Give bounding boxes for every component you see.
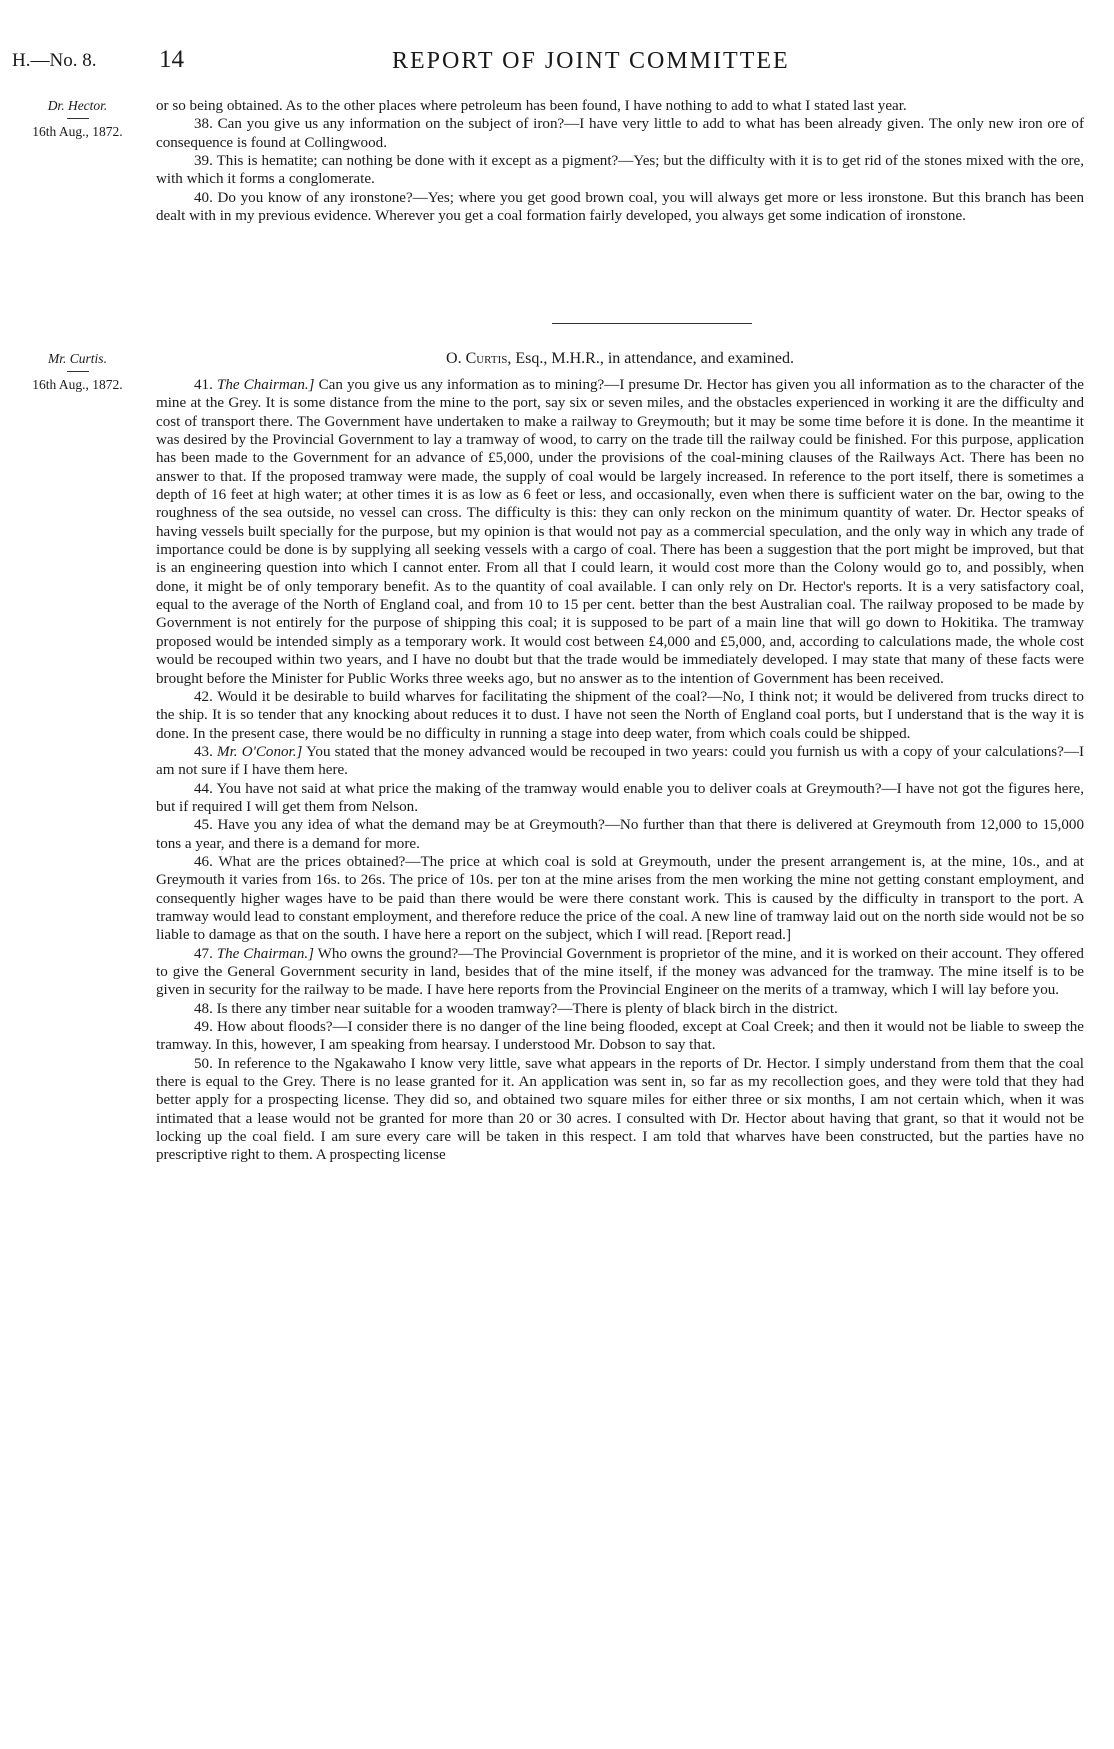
margin-witness-name: Mr. Curtis. [48, 351, 107, 366]
margin-witness-name: Dr. Hector. [47, 98, 108, 113]
page-header [12, 46, 1090, 82]
question-paragraph [156, 743, 1084, 780]
margin-note-curtis [10, 350, 145, 394]
question-paragraph [156, 853, 1084, 945]
speaker: Mr. O'Conor.] [217, 743, 303, 760]
answer-text: Have you any idea of what the demand may be at Greymouth?—No further than that there is delivered at Greymouth from 12,000 to 15,000 tons a year, and there is a demand for more. [156, 817, 1084, 852]
margin-rule [67, 118, 89, 119]
answer-text: Who owns the ground?—The Provincial Government is proprietor of the mine, and it is worked on their account. They offered to give the General Government security in land, besides that of the mine itself, if the money was advanced for the tramway. The mine itself is to be given in security for the railway to be made. I have here reports from the Provincial Engineer on the merits of a tramway, which I will lay before you. [156, 945, 1084, 999]
page-number: 14 [159, 46, 184, 73]
answer-text: You have not said at what price the making of the tramway would enable you to deliver coals at Greymouth?—I have not got the figures here, but if required I will get them from Nelson. [156, 780, 1084, 815]
speaker: The Chairman.] [216, 945, 315, 962]
question-paragraph [156, 688, 1084, 743]
answer-text: You stated that the money advanced would be recouped in two years: could you furnish us with a copy of your calculations?—I am not sure if I have them here. [156, 743, 1084, 779]
question-number: 43. [194, 743, 213, 760]
question-number: 47. [194, 945, 213, 962]
question-paragraph [156, 1055, 1084, 1165]
page-title: REPORT OF JOINT COMMITTEE [392, 48, 790, 74]
question-paragraph [156, 816, 1084, 853]
paragraph: 40. Do you know of any ironstone?—Yes; where you get good brown coal, you will always get more or less ironstone. But this branch has been dealt with in my previous evidence. Wherever you get a coal formation fairly developed, you always get some indication of ironstone. [156, 189, 1084, 225]
question-number: 41. [194, 377, 213, 393]
answer-text: In reference to the Ngakawaho I know very little, save what appears in the reports of Dr. Hector. I simply understand from them that the coal there is equal to the Grey. There is no lease granted for it. An application was sent in, so far as my recollection goes, and they were told that they had better apply for a prospecting license. They did so, and obtained two square miles for either three or six months, I am not certain which, when it was intimated that a lease would not be granted for more than 20 or 30 acres. I consulted with Dr. Hector about having that grant, so that it would not be locking up the coal field. I am sure every care will be taken in this respect. I am told that wharves have been constructed, but the parties have no prescriptive right to them. A prospecting license [156, 1055, 1085, 1164]
speaker: The Chairman.] [216, 377, 315, 393]
paragraph: 38. Can you give us any information on the subject of iron?—I have very little to add to what has been already given. The only new iron ore of consequence is found at Collingwood. [156, 116, 1084, 151]
question-number: 49. [194, 1019, 213, 1036]
witness-description: , Esq., M.H.R., in attendance, and examined. [507, 350, 794, 367]
question-paragraph [156, 1018, 1084, 1055]
margin-date: 16th Aug., 1872. [32, 124, 123, 139]
margin-date: 16th Aug., 1872. [32, 377, 123, 392]
answer-text: Would it be desirable to build wharves for facilitating the shipment of the coal?—No, I think not; it would be delivered from trucks direct to the ship. It is so tender that any knocking about reduces it to dust. I have not seen the North of England coal ports, but I understand that is the way it is done. In the present case, there would be no difficulty in running a stage into deep water, from which coals could be shipped. [156, 688, 1084, 742]
paragraph: or so being obtained. As to the other places where petroleum has been found, I have nothing to add to what I stated last year. [156, 98, 907, 114]
margin-note-hector [10, 97, 145, 141]
curtis-evidence [156, 376, 1084, 1165]
question-number: 46. [194, 853, 213, 870]
paragraph: 39. This is hematite; can nothing be done with it except as a pigment?—Yes; but the difficulty with it is to get rid of the stones mixed with the ore, with which it forms a conglomerate. [156, 153, 1084, 188]
margin-rule [67, 371, 89, 372]
question-number: 45. [194, 817, 213, 834]
question-number: 44. [194, 780, 213, 797]
question-paragraph [156, 945, 1084, 1000]
question-paragraph [156, 376, 1084, 688]
question-number: 48. [194, 1000, 213, 1017]
question-paragraph [156, 780, 1084, 817]
section-divider [552, 323, 752, 324]
question-paragraph [156, 1000, 1084, 1018]
answer-text: How about floods?—I consider there is no danger of the line being flooded, except at Coal Creek; and then it would not be liable to sweep the tramway. In this, however, I am speaking from hearsay. I understood Mr. Dobson to say that. [156, 1019, 1084, 1054]
answer-text: What are the prices obtained?—The price at which coal is sold at Greymouth, under the present arrangement is, at the mine, 10s., and at Greymouth it varies from 16s. to 26s. The price of 10s. per ton at the mine arises from the men working the mine not getting constant employment, and consequently higher wages have to be paid than there would be were there constant work. This is caused by the difficulty in transport to the port. A tramway would lead to constant employment, and therefore reduce the price of the coal. A new line of tramway laid out on the north side would not be so liable to damage as that on the south. I have here a report on the subject, which I will read. [Report read.] [156, 853, 1084, 944]
witness-name: O. Curtis [446, 350, 508, 367]
answer-text: Can you give us any information as to mining?—I presume Dr. Hector has given you all information as to the character of the mine at the Grey. It is some distance from the mine to the port, say six or seven miles, and the obstacles experienced in working it are the difficulty and cost of transport there. The Government have undertaken to make a railway to Greymouth; but it may be some time before it is done. In the meantime it was desired by the Provincial Government to lay a tramway of wood, to carry on the trade till the railway could be finished. For this purpose, application has been made to the Government for an advance of £5,000, under the provisions of the coal-mining clauses of the Railways Act. There has been no answer to that. If the proposed tramway were made, the supply of coal would be largely increased. In reference to the port itself, there is sometimes a depth of 16 feet at high water; at other times it is as low as 6 feet or less, and occasionally, even when there is sufficient water on the bar, owing to the roughness of the sea outside, no vessel can cross. The difficulty is this: they can only reckon on the minimum quantity of water. Dr. Hector speaks of having vessels built specially for the purpose, but my opinion is that would not pay as a commercial speculation, and the only way in which any trade of importance could be done is by supplying all seeking vessels with a cargo of coal. There has been a suggestion that the port might be improved, but that is an engineering question into which I cannot enter. From all that I could learn, it would cost more than the Colony would go to, and possibly, when done, it might be of only temporary benefit. As to the quantity of coal available. I can only rely on Dr. Hector's reports. It is a very satisfactory coal, equal to the average of the North of England coal, and from 10 to 15 per cent. better than the best Australian coal. The railway proposed to be made by Government is not entirely for the purpose of shipping this coal; it is supposed to be part of a main line that will go down to Hokitika. The tramway proposed would be intended simply as a temporary work. It would cost between £4,000 and £5,000, and, according to calculations made, the whole cost would be recouped within two years, and I have no doubt but that the trade would be immediately developed. I may state that many of these facts were brought before the Minister for Public Works three weeks ago, but no answer as to the intention of Government has been received. [156, 377, 1084, 687]
answer-text: Is there any timber near suitable for a wooden tramway?—There is plenty of black birch in the district. [216, 1000, 838, 1017]
hector-evidence [156, 97, 1084, 225]
document-reference: H.—No. 8. [12, 50, 97, 71]
witness-heading [156, 350, 1084, 368]
question-number: 42. [194, 688, 213, 705]
question-number: 50. [194, 1055, 213, 1072]
